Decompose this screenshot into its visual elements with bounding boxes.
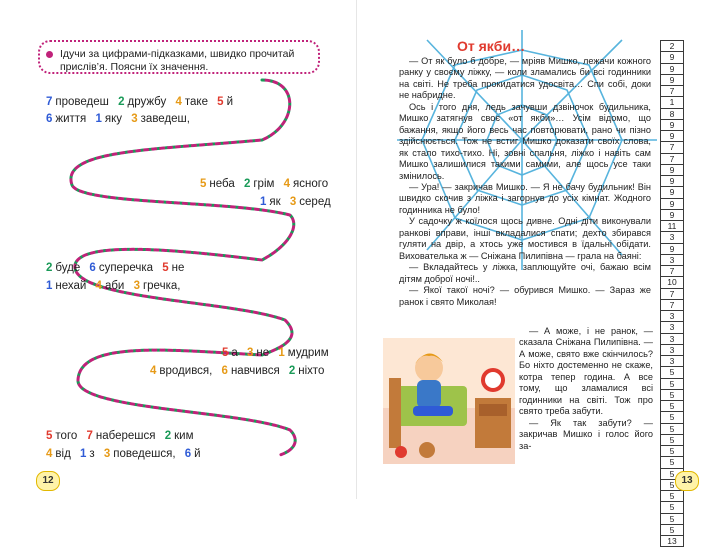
- margin-number-cell: 9: [660, 210, 684, 221]
- proverb-line: [46, 262, 190, 274]
- margin-number-cell: 5: [660, 379, 684, 390]
- word: поведешся,: [113, 448, 176, 460]
- margin-number-cell: 5: [660, 491, 684, 502]
- word: таке: [184, 96, 208, 108]
- margin-number-cell: 7: [660, 142, 684, 153]
- hint-number: 5: [46, 430, 53, 442]
- margin-number-cell: 3: [660, 255, 684, 266]
- word: заведеш,: [140, 113, 190, 125]
- paragraph: У садочку ж коїлося щось дивне. Одні діти виконували ранкові вправи, інші вкладалися спати; дехто збирався гуляти на двір, а хтось уже мостився в їдальні обідати. Вихователька ж — Сніжана Пилипівна — грала на баяні:: [399, 216, 651, 261]
- hint-number: 1: [278, 347, 285, 359]
- hint-number: 2: [288, 365, 296, 377]
- margin-number-cell: 9: [660, 75, 684, 86]
- hint-number: 2: [46, 262, 53, 274]
- word: ніхто: [298, 365, 325, 377]
- hint-number: 6: [184, 448, 192, 460]
- paragraph: — Ура! — закричав Мишко. — Я не бачу будильник! Він швидко скочив з ліжка і загорнув до усіх кімнат. Жодного годинника не було!: [399, 181, 651, 215]
- word: ясного: [293, 178, 329, 190]
- hint-number: 6: [89, 262, 96, 274]
- hint-number: 4: [150, 365, 157, 377]
- margin-number-cell: 5: [660, 424, 684, 435]
- proverb-line: [150, 365, 330, 377]
- page-number: 13: [675, 471, 699, 491]
- word: не: [256, 347, 270, 359]
- margin-number-cell: 3: [660, 356, 684, 367]
- hint-number: 5: [200, 178, 207, 190]
- margin-number-cell: 11: [660, 221, 684, 232]
- hint-number: 5: [217, 96, 224, 108]
- hint-number: 2: [164, 430, 172, 442]
- hint-number: 6: [46, 113, 53, 125]
- margin-number-cell: 9: [660, 187, 684, 198]
- proverb-line: [260, 196, 337, 208]
- margin-number-cell: 9: [660, 165, 684, 176]
- margin-number-cell: 9: [660, 199, 684, 210]
- margin-number-cell: 5: [660, 480, 684, 491]
- margin-number-cell: 9: [660, 244, 684, 255]
- word: як: [269, 196, 281, 208]
- word: від: [55, 448, 71, 460]
- margin-number-cell: 5: [660, 401, 684, 412]
- word: мудрим: [287, 347, 329, 359]
- hint-number: 5: [222, 347, 229, 359]
- proverb-line: [222, 347, 335, 359]
- story-title: От якби…: [457, 38, 526, 54]
- word: буде: [55, 262, 81, 274]
- hint-number: 2: [243, 178, 251, 190]
- hint-number: 4: [283, 178, 291, 190]
- word: не: [171, 262, 185, 274]
- margin-number-cell: 9: [660, 64, 684, 75]
- word: нехай: [55, 280, 87, 292]
- word: й: [194, 448, 201, 460]
- word: а: [231, 347, 238, 359]
- margin-number-cell: 9: [660, 176, 684, 187]
- word: того: [55, 430, 78, 442]
- hint-number: 7: [86, 430, 93, 442]
- boy-on-bed-illustration: [383, 338, 515, 464]
- margin-number-cell: 5: [660, 446, 684, 457]
- paragraph: Ось і того дня, ледь зачувши дзвіночок будильника, Мишко затягнув своє «от якби»… Усім відомо, що бажання, якщо його весь час повторювати, рано чи пізно здійснюється. Тож не встиг Мишко доказати своїх слова, як стало тихо-тихо. Ні, зовні спальня, ліжко і навіть сам Мишко залишилися такими самими, але щось усе таки змінилось.: [399, 101, 651, 181]
- word: проведеш: [55, 96, 109, 108]
- margin-number-cell: 5: [660, 457, 684, 468]
- margin-number-cell: 3: [660, 345, 684, 356]
- word: й: [226, 96, 234, 108]
- proverb-line: [46, 96, 239, 108]
- margin-number-cell: 7: [660, 266, 684, 277]
- proverb-line: [46, 430, 199, 442]
- word: з: [89, 448, 95, 460]
- margin-number-cell: 5: [660, 514, 684, 525]
- margin-number-cell: 9: [660, 131, 684, 142]
- hint-number: 3: [131, 113, 138, 125]
- word: дружбу: [127, 96, 167, 108]
- word: суперечка: [98, 262, 154, 274]
- proverb-line: [46, 113, 196, 125]
- hint-number: 7: [46, 96, 53, 108]
- margin-number-cell: 5: [660, 435, 684, 446]
- word: життя: [55, 113, 87, 125]
- dotted-path: [0, 0, 357, 499]
- word: гречка,: [142, 280, 181, 292]
- hint-number: 4: [95, 280, 102, 292]
- margin-number-cell: 5: [660, 502, 684, 513]
- word: ким: [174, 430, 194, 442]
- right-page: [357, 0, 714, 546]
- margin-number-cell: 3: [660, 322, 684, 333]
- word: яку: [104, 113, 123, 125]
- paragraph: — Вкладайтесь у ліжка, заплющуйте очі, бажаю всім дітям доброї ночі!..: [399, 262, 651, 284]
- word: серед: [299, 196, 331, 208]
- margin-number-cell: 7: [660, 86, 684, 97]
- task-box: [38, 40, 320, 74]
- margin-number-cell: 5: [660, 367, 684, 378]
- margin-number-cell: 8: [660, 109, 684, 120]
- proverb-line: [46, 448, 207, 460]
- story-text-continued: [519, 326, 653, 452]
- margin-number-cell: 10: [660, 277, 684, 288]
- paragraph: — Якої такої ночі? — обурився Мишко. — Зараз же ранок і свято Миколая!: [399, 285, 651, 307]
- task-text: Ідучи за цифрами-підказками, швидко прочитай прислів’я. Поясни їх значення.: [60, 48, 295, 73]
- hint-number: 6: [221, 365, 228, 377]
- word: наберешся: [95, 430, 156, 442]
- hint-number: 1: [46, 280, 53, 292]
- margin-number-cell: 7: [660, 300, 684, 311]
- margin-number-cell: 1: [660, 97, 684, 108]
- hint-number: 4: [46, 448, 53, 460]
- proverb-line: [46, 280, 186, 292]
- margin-number-cell: 5: [660, 525, 684, 536]
- hint-number: 3: [103, 448, 111, 460]
- margin-number-cell: 5: [660, 412, 684, 423]
- word: грім: [253, 178, 275, 190]
- word: аби: [104, 280, 125, 292]
- paragraph: — Як так забути? — закричав Мишко і голос його за-: [519, 417, 653, 451]
- paragraph: — От як було б добре, — мріяв Мишко, лежачи кожного ранку у своєму ліжку, — коли зламались би всі годинники на світі. Не треба прокидатися удосвіта… Спи собі, доки не набридне.: [399, 56, 651, 101]
- word: вродився,: [159, 365, 213, 377]
- margin-number-cell: 7: [660, 154, 684, 165]
- hint-number: 1: [79, 448, 87, 460]
- margin-number-cell: 3: [660, 232, 684, 243]
- left-page: [0, 0, 357, 499]
- hint-number: 2: [118, 96, 125, 108]
- word: неба: [209, 178, 235, 190]
- margin-number-cell: 7: [660, 289, 684, 300]
- hint-number: 1: [95, 113, 102, 125]
- page-number: 12: [36, 471, 60, 491]
- margin-number-cell: 5: [660, 390, 684, 401]
- margin-number-cell: 3: [660, 311, 684, 322]
- bullet-icon: [46, 51, 53, 58]
- word: навчився: [230, 365, 280, 377]
- hint-number: 3: [133, 280, 140, 292]
- story-text: [399, 56, 651, 308]
- margin-number-cell: 9: [660, 52, 684, 63]
- margin-number-cell: 5: [660, 469, 684, 480]
- hint-number: 3: [289, 196, 297, 208]
- margin-number-cell: 9: [660, 120, 684, 131]
- proverb-line: [200, 178, 334, 190]
- margin-number-cell: 13: [660, 536, 684, 547]
- hint-number: 5: [162, 262, 169, 274]
- paragraph: — А може, і не ранок, — сказала Сніжана Пилипівна. — А може, свято вже скінчилось? Бо ніхто достеменно не скаже, котра тепер година. А все тому, що зламалися всі годинники на світі. Тож про свято треба забути.: [519, 326, 653, 417]
- hint-number: 4: [175, 96, 182, 108]
- hint-number: 1: [260, 196, 267, 208]
- margin-number-cell: 3: [660, 334, 684, 345]
- margin-number-cell: 2: [660, 40, 684, 52]
- hint-number: 3: [247, 347, 254, 359]
